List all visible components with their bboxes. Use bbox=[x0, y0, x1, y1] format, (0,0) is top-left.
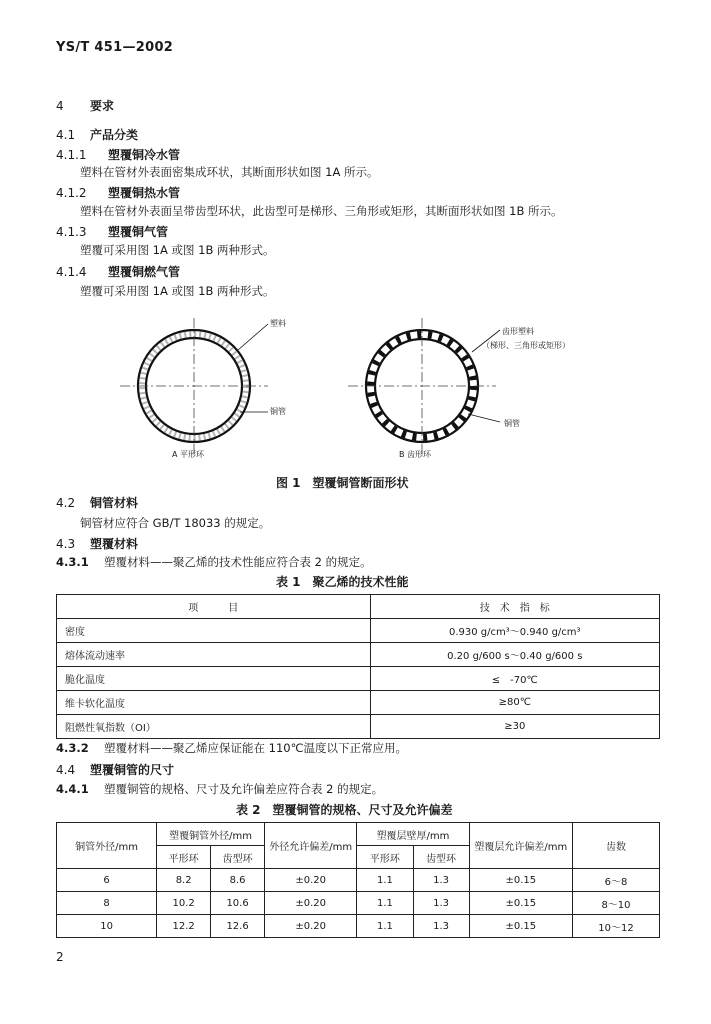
table-cell: ≥30 bbox=[370, 715, 659, 739]
section-4-2-heading bbox=[56, 494, 138, 511]
section-number: 4.3.1 bbox=[56, 555, 89, 569]
table-2-caption: 表 2 塑覆铜管的规格、尺寸及允许偏差 bbox=[236, 803, 453, 817]
table-cell: ≤ -70℃ bbox=[370, 667, 659, 691]
table-cell: 10～12 bbox=[572, 915, 659, 938]
table-cell: 1.1 bbox=[357, 915, 413, 938]
table-row bbox=[57, 892, 660, 915]
section-4-1-1-text: 塑料在管材外表面密集成环状，其断面形状如图 1A 所示。 bbox=[80, 165, 379, 179]
table-header-cell: 技 术 指 标 bbox=[370, 595, 659, 619]
section-4-1-3-text: 塑覆可采用图 1A 或图 1B 两种形式。 bbox=[80, 243, 275, 257]
figure-a-pipe-label: 铜管 bbox=[270, 407, 286, 416]
section-4-3-2 bbox=[56, 740, 407, 756]
table-row bbox=[57, 667, 660, 691]
section-title: 塑覆铜冷水管 bbox=[108, 148, 181, 162]
table-cell: 8.2 bbox=[157, 869, 211, 892]
table-row bbox=[57, 619, 660, 643]
section-4-1-1-heading bbox=[56, 146, 180, 163]
section-4-1-heading bbox=[56, 126, 138, 143]
table-cell: 脆化温度 bbox=[57, 667, 371, 691]
table-cell: 8～10 bbox=[572, 892, 659, 915]
table-cell: 阻燃性氧指数（OI） bbox=[57, 715, 371, 739]
table-2 bbox=[56, 822, 660, 938]
figure-a-plastic-label: 塑料 bbox=[270, 319, 286, 328]
table-cell: 10.6 bbox=[211, 892, 265, 915]
table-cell: 1.3 bbox=[413, 915, 469, 938]
section-text: 塑覆铜管的规格、尺寸及允许偏差应符合表 2 的规定。 bbox=[104, 782, 384, 796]
table-cell: ±0.20 bbox=[265, 915, 357, 938]
table-header-cell: 齿型环 bbox=[413, 846, 469, 869]
section-4-3-heading bbox=[56, 535, 138, 552]
figure-b-pipe-label: 铜管 bbox=[504, 419, 520, 428]
table-header-cell: 塑覆层允许偏差/mm bbox=[469, 823, 572, 869]
table-cell: 维卡软化温度 bbox=[57, 691, 371, 715]
table-row bbox=[57, 691, 660, 715]
section-title: 铜管材料 bbox=[90, 496, 139, 510]
section-number: 4.1.2 bbox=[56, 186, 87, 200]
section-title: 塑覆铜管的尺寸 bbox=[90, 763, 175, 777]
table-cell: ±0.20 bbox=[265, 869, 357, 892]
table-cell: 10.2 bbox=[157, 892, 211, 915]
section-number: 4.4 bbox=[56, 763, 76, 777]
section-4-3-1 bbox=[56, 554, 372, 570]
figure-cross-sections bbox=[100, 308, 620, 468]
figure-b-plastic-note: （梯形、三角形或矩形） bbox=[482, 341, 570, 350]
table-cell: 1.3 bbox=[413, 892, 469, 915]
section-text: 塑覆材料——聚乙烯的技术性能应符合表 2 的规定。 bbox=[104, 555, 372, 569]
standard-code: YS/T 451—2002 bbox=[56, 40, 174, 55]
table-cell: 12.2 bbox=[157, 915, 211, 938]
table-row bbox=[57, 715, 660, 739]
section-title: 要求 bbox=[90, 99, 115, 113]
table-cell: 6～8 bbox=[572, 869, 659, 892]
section-number: 4.3 bbox=[56, 537, 76, 551]
table-cell: 12.6 bbox=[211, 915, 265, 938]
table-header-cell: 项 目 bbox=[57, 595, 371, 619]
table-cell: ±0.15 bbox=[469, 869, 572, 892]
table-row bbox=[57, 915, 660, 938]
table-header-row bbox=[57, 595, 660, 619]
table-cell: 0.930 g/cm³～0.940 g/cm³ bbox=[370, 619, 659, 643]
figure-b-caption: B 齿形环 bbox=[399, 450, 432, 459]
table-header-cell: 铜管外径/mm bbox=[57, 823, 157, 869]
section-title: 产品分类 bbox=[90, 128, 139, 142]
table-header-cell: 平形环 bbox=[157, 846, 211, 869]
section-title: 塑覆铜燃气管 bbox=[108, 265, 181, 279]
section-number: 4.4.1 bbox=[56, 782, 89, 796]
table-cell: 8 bbox=[57, 892, 157, 915]
section-title: 塑覆铜气管 bbox=[108, 225, 169, 239]
table-cell: ±0.15 bbox=[469, 915, 572, 938]
table-header-cell: 塑覆层壁厚/mm bbox=[357, 823, 469, 846]
table-1-caption: 表 1 聚乙烯的技术性能 bbox=[276, 575, 409, 589]
table-cell: 10 bbox=[57, 915, 157, 938]
section-4-heading bbox=[56, 97, 114, 114]
table-header-cell: 平形环 bbox=[357, 846, 413, 869]
section-title: 塑覆材料 bbox=[90, 537, 139, 551]
section-4-2-text: 铜管材应符合 GB/T 18033 的规定。 bbox=[80, 516, 271, 530]
table-header-cell: 齿型环 bbox=[211, 846, 265, 869]
table-cell: 1.3 bbox=[413, 869, 469, 892]
table-cell: 密度 bbox=[57, 619, 371, 643]
section-number: 4 bbox=[56, 99, 64, 113]
figure-b-tooth-ring bbox=[348, 318, 500, 454]
table-cell: 0.20 g/600 s～0.40 g/600 s bbox=[370, 643, 659, 667]
section-number: 4.1.1 bbox=[56, 148, 87, 162]
table-cell: 1.1 bbox=[357, 869, 413, 892]
table-cell: ≥80℃ bbox=[370, 691, 659, 715]
figure-b-plastic-label: 齿形塑料 bbox=[502, 327, 534, 336]
section-4-4-heading bbox=[56, 761, 174, 778]
section-4-1-4-text: 塑覆可采用图 1A 或图 1B 两种形式。 bbox=[80, 284, 275, 298]
section-4-1-3-heading bbox=[56, 223, 168, 240]
page-number: 2 bbox=[56, 950, 64, 964]
section-number: 4.1.4 bbox=[56, 265, 87, 279]
section-title: 塑覆铜热水管 bbox=[108, 186, 181, 200]
table-cell: ±0.15 bbox=[469, 892, 572, 915]
table-1 bbox=[56, 594, 660, 739]
section-number: 4.1.3 bbox=[56, 225, 87, 239]
section-number: 4.1 bbox=[56, 128, 76, 142]
figure-a-flat-ring bbox=[120, 318, 268, 454]
table-cell: 8.6 bbox=[211, 869, 265, 892]
table-row bbox=[57, 643, 660, 667]
table-header-cell: 塑覆铜管外径/mm bbox=[157, 823, 265, 846]
table-cell: ±0.20 bbox=[265, 892, 357, 915]
table-cell: 1.1 bbox=[357, 892, 413, 915]
section-4-1-4-heading bbox=[56, 263, 180, 280]
table-header-cell: 外径允许偏差/mm bbox=[265, 823, 357, 869]
table-header-row bbox=[57, 823, 660, 846]
section-4-1-2-heading bbox=[56, 184, 180, 201]
table-header-cell: 齿数 bbox=[572, 823, 659, 869]
section-4-4-1 bbox=[56, 781, 383, 797]
figure-1-caption: 图 1 塑覆铜管断面形状 bbox=[276, 476, 409, 490]
table-cell: 熔体流动速率 bbox=[57, 643, 371, 667]
section-text: 塑覆材料——聚乙烯应保证能在 110℃温度以下正常应用。 bbox=[104, 741, 408, 755]
table-cell: 6 bbox=[57, 869, 157, 892]
section-number: 4.3.2 bbox=[56, 741, 89, 755]
table-row bbox=[57, 869, 660, 892]
section-number: 4.2 bbox=[56, 496, 76, 510]
figure-a-caption: A 平形环 bbox=[172, 450, 205, 459]
section-4-1-2-text: 塑料在管材外表面呈带齿型环状，此齿型可是梯形、三角形或矩形，其断面形状如图 1B 所示。 bbox=[80, 204, 563, 218]
